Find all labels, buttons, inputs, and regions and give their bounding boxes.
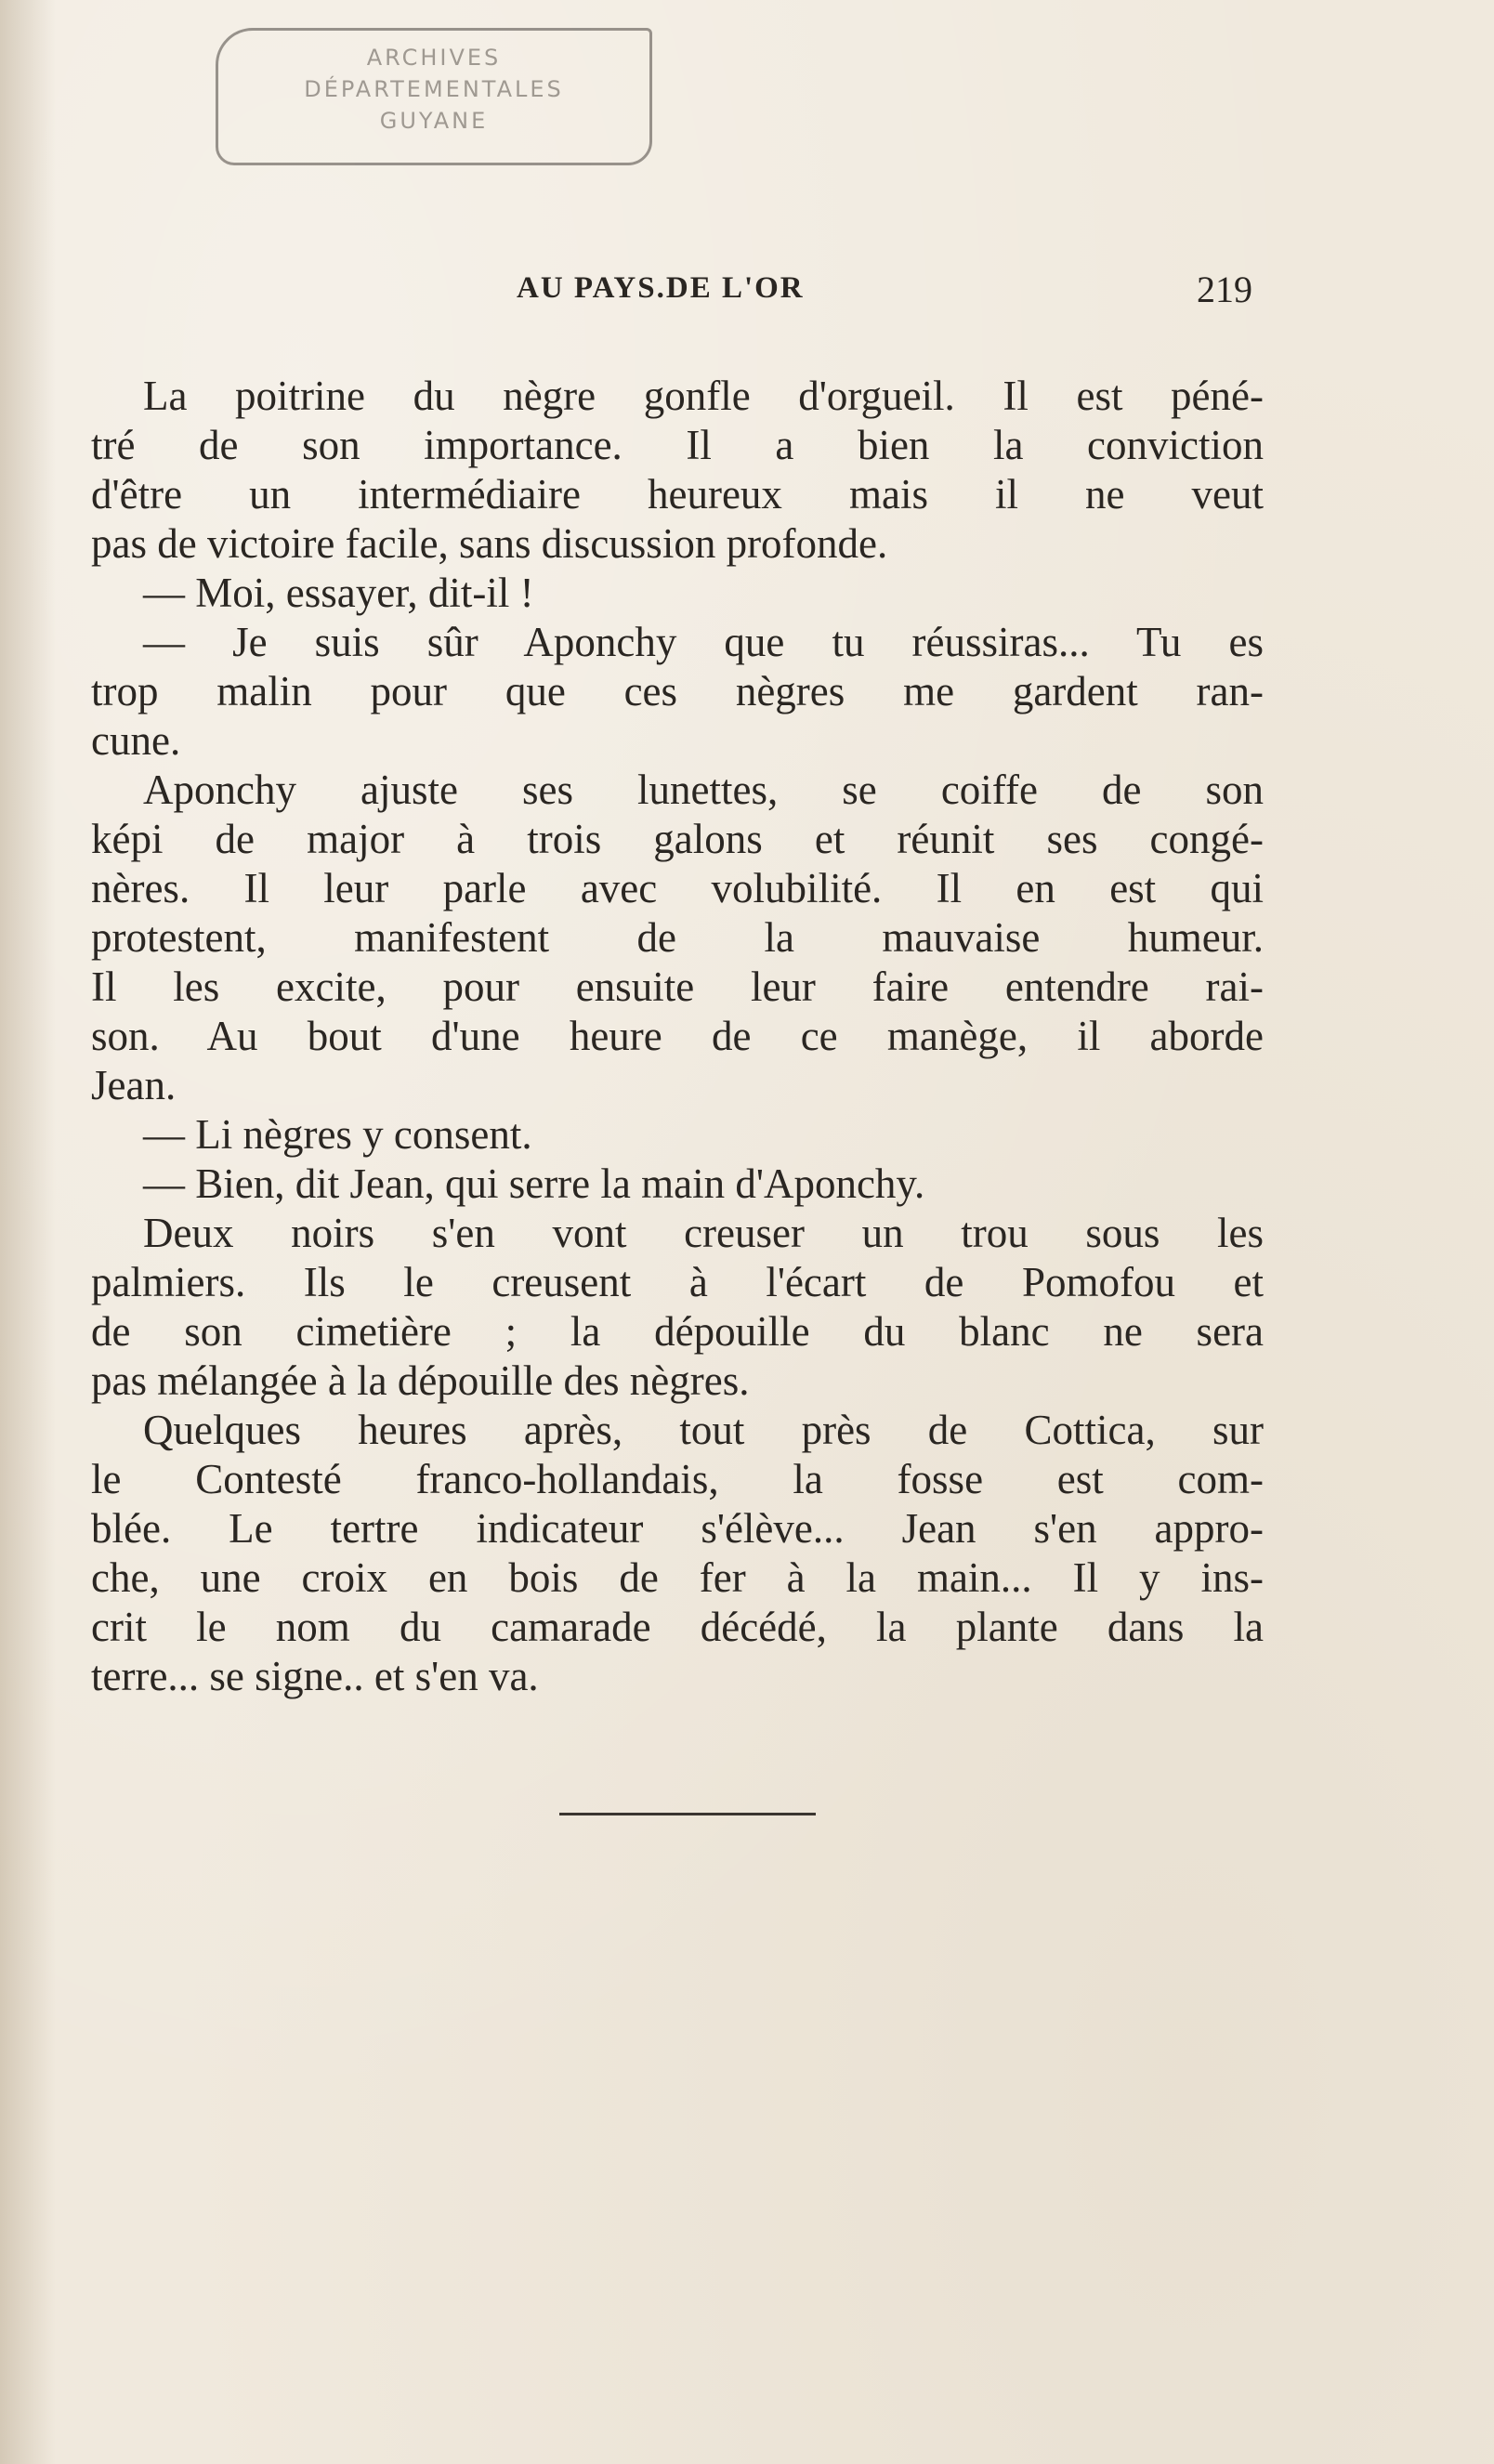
- body-text: [91, 372, 1264, 1701]
- text-line: Quelques heures après, tout près de Cottica, sur: [143, 1407, 1264, 1453]
- archive-stamp: [216, 28, 652, 165]
- text-line: palmiers. Ils le creusent à l'écart de Pomofou et: [91, 1259, 1264, 1305]
- text-line: — Bien, dit Jean, qui serre la main d'Aponchy.: [143, 1160, 925, 1207]
- text-line: Il les excite, pour ensuite leur faire entendre rai-: [91, 963, 1264, 1010]
- text-line: son. Au bout d'une heure de ce manège, il aborde: [91, 1013, 1264, 1059]
- text-line: crit le nom du camarade décédé, la plante dans la: [91, 1604, 1264, 1650]
- text-line: — Li nègres y consent.: [143, 1111, 532, 1158]
- text-line: képi de major à trois galons et réunit ses congé-: [91, 816, 1264, 862]
- text-line: trop malin pour que ces nègres me gardent ran-: [91, 668, 1264, 714]
- text-line: Jean.: [91, 1062, 177, 1108]
- text-line: de son cimetière ; la dépouille du blanc ne sera: [91, 1308, 1264, 1355]
- text-line: Aponchy ajuste ses lunettes, se coiffe de son: [143, 767, 1264, 813]
- text-line: protestent, manifestent de la mauvaise humeur.: [91, 914, 1264, 961]
- text-line: La poitrine du nègre gonfle d'orgueil. Il est péné-: [143, 373, 1264, 419]
- running-title: AU PAYS.DE L'OR: [517, 271, 805, 305]
- text-line: pas de victoire facile, sans discussion profonde.: [91, 520, 888, 567]
- text-line: pas mélangée à la dépouille des nègres.: [91, 1357, 750, 1404]
- end-rule: [559, 1813, 816, 1815]
- text-line: cune.: [91, 717, 181, 764]
- stamp-line-3: GUYANE: [379, 108, 489, 134]
- stamp-line-1: ARCHIVES: [366, 45, 502, 71]
- text-line: blée. Le tertre indicateur s'élève... Jean s'en appro-: [91, 1505, 1264, 1552]
- page-edge-shadow: [0, 0, 56, 2464]
- text-line: nères. Il leur parle avec volubilité. Il en est qui: [91, 865, 1264, 911]
- stamp-line-2: DÉPARTEMENTALES: [304, 76, 564, 102]
- text-line: le Contesté franco-hollandais, la fosse est com-: [91, 1456, 1264, 1502]
- text-line: tré de son importance. Il a bien la conviction: [91, 422, 1264, 468]
- text-line: d'être un intermédiaire heureux mais il ne veut: [91, 471, 1264, 518]
- text-line: terre... se signe.. et s'en va.: [91, 1653, 539, 1699]
- text-line: Deux noirs s'en vont creuser un trou sous les: [143, 1210, 1264, 1256]
- text-line: — Moi, essayer, dit-il !: [143, 570, 534, 616]
- page-number: 219: [1197, 269, 1252, 310]
- text-line: che, une croix en bois de fer à la main... Il y ins-: [91, 1554, 1264, 1601]
- text-line: — Je suis sûr Aponchy que tu réussiras... Tu es: [143, 619, 1264, 665]
